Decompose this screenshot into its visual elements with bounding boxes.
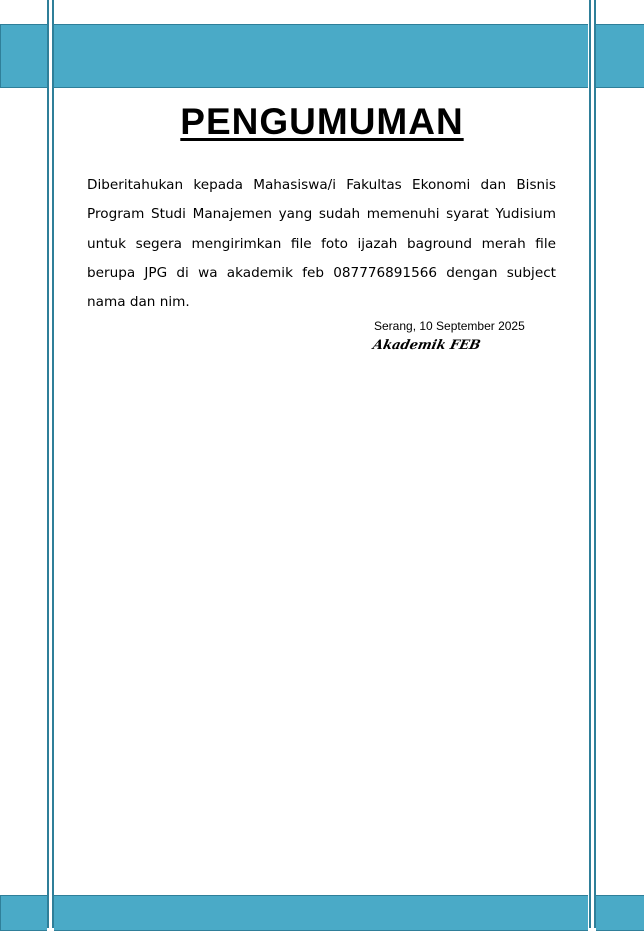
header-band: [54, 24, 588, 88]
header-band-right: [596, 24, 644, 88]
footer-band-left: [0, 895, 47, 931]
header-band-left: [0, 24, 47, 88]
footer-band-right: [596, 895, 644, 931]
signature: Akademik FEB: [371, 338, 482, 353]
place-date: Serang, 10 September 2025: [374, 319, 525, 333]
announcement-body: Diberitahukan kepada Mahasiswa/i Fakultas Ekonomi dan Bisnis Program Studi Manajemen yang sudah memenuhi syarat Yudisium untuk segera mengirimkan file foto ijazah baground merah file berupa JPG di wa akademik feb 087776891566 dengan subject nama dan nim.: [87, 177, 556, 311]
footer-band: [54, 895, 588, 931]
page-title: PENGUMUMAN: [180, 101, 464, 142]
